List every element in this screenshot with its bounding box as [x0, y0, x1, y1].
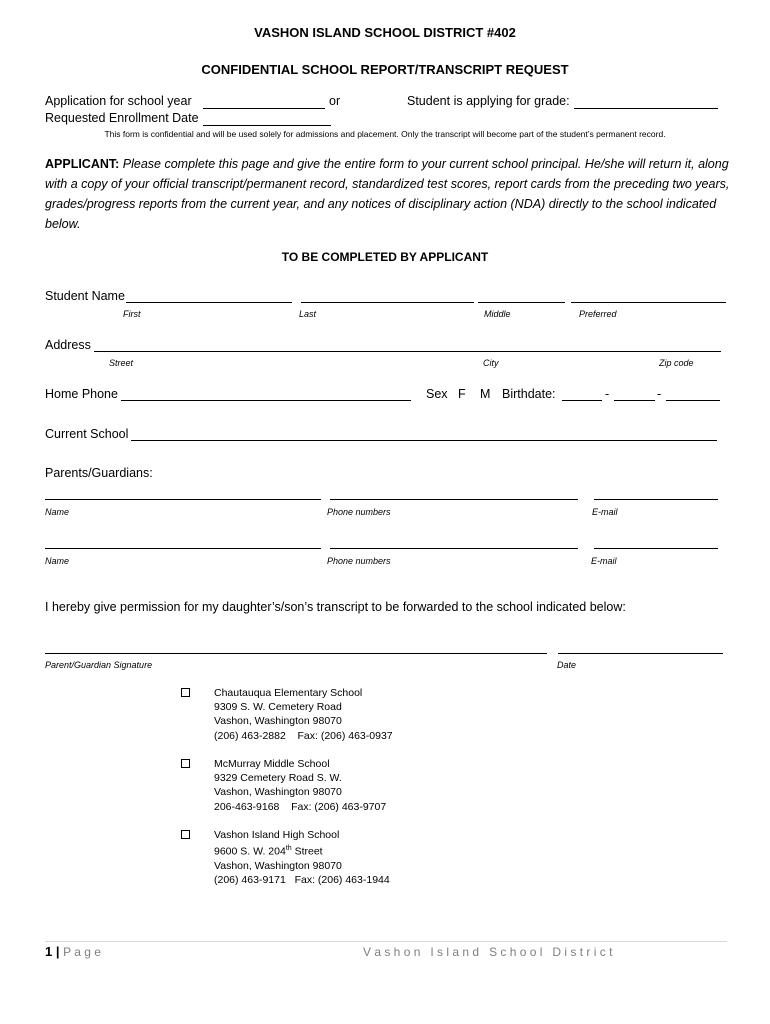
- parent-1-name-caption: Name: [45, 507, 70, 517]
- school-city: Vashon, Washington 98070: [214, 715, 342, 728]
- school-phone: 206-463-9168: [214, 800, 280, 813]
- school-street: 9329 Cemetery Road S. W.: [214, 772, 342, 785]
- address-label: Address: [45, 338, 91, 352]
- current-school-field[interactable]: [131, 440, 717, 441]
- birth-year-field[interactable]: [666, 400, 720, 401]
- home-phone-label: Home Phone: [45, 387, 118, 401]
- section-title: TO BE COMPLETED BY APPLICANT: [281, 250, 489, 264]
- parent-1-email-field[interactable]: [594, 499, 718, 500]
- preferred-caption: Preferred: [579, 309, 617, 319]
- school-name: Vashon Island High School: [214, 829, 340, 841]
- street-number: 9600 S. W. 204: [214, 845, 286, 858]
- footer-rule: [45, 941, 727, 942]
- application-year-field[interactable]: [203, 108, 325, 109]
- first-name-field[interactable]: [126, 302, 292, 303]
- grade-label: Student is applying for grade:: [407, 94, 570, 108]
- parent-2-name-field[interactable]: [45, 548, 321, 549]
- signature-date-field[interactable]: [558, 653, 723, 654]
- school-fax: Fax: (206) 463-1944: [294, 874, 390, 887]
- mcmurray-address: [214, 757, 386, 814]
- zip-caption: Zip code: [659, 358, 694, 368]
- current-school-label: Current School: [45, 427, 129, 441]
- school-phone: (206) 463-9171: [214, 874, 286, 887]
- school-name: Chautauqua Elementary School: [214, 687, 363, 699]
- vashon-high-checkbox[interactable]: [181, 830, 190, 839]
- address-field[interactable]: [94, 351, 721, 352]
- school-city: Vashon, Washington 98070: [214, 859, 342, 872]
- student-name-label: Student Name: [45, 289, 125, 303]
- school-contact: [214, 873, 390, 887]
- birth-day-field[interactable]: [614, 400, 655, 401]
- enrollment-date-label: Requested Enrollment Date: [45, 111, 199, 125]
- district-title: VASHON ISLAND SCHOOL DISTRICT #402: [254, 25, 516, 40]
- middle-name-field[interactable]: [478, 302, 565, 303]
- last-caption: Last: [299, 309, 317, 319]
- birthdate-dash-2: -: [657, 387, 662, 401]
- parent-1-phone-caption: Phone numbers: [327, 507, 391, 517]
- middle-caption: Middle: [484, 309, 511, 319]
- or-label: or: [329, 94, 341, 108]
- applicant-instructions: [45, 154, 735, 234]
- birthdate-dash-1: -: [605, 387, 610, 401]
- parent-1-phone-field[interactable]: [330, 499, 578, 500]
- page-separator: |: [55, 944, 60, 959]
- instructions-text: Please complete this page and give the entire form to your current school principal. He/she will return it, along with a copy of your official transcript/permanent record, standardized test scores, report cards from the preceding two years, grades/progress reports from the current year, and any notices of disciplinary action (NDA) directly to the school indicated below.: [45, 157, 730, 231]
- applicant-prefix: APPLICANT:: [45, 157, 120, 171]
- school-contact: [214, 800, 386, 814]
- grade-field[interactable]: [574, 108, 718, 109]
- page-word: P a g e: [63, 945, 101, 959]
- street-caption: Street: [109, 358, 134, 368]
- parent-2-email-caption: E-mail: [591, 556, 617, 566]
- parent-1-name-field[interactable]: [45, 499, 321, 500]
- school-street: 9309 S. W. Cemetery Road: [214, 701, 342, 714]
- sex-m-option[interactable]: M: [480, 387, 491, 401]
- chautauqua-checkbox[interactable]: [181, 688, 190, 697]
- parent-2-phone-field[interactable]: [330, 548, 578, 549]
- sex-f-option[interactable]: F: [458, 387, 466, 401]
- school-city: Vashon, Washington 98070: [214, 786, 342, 799]
- footer-district: V a s h o n I s l a n d S c h o o l D i s t r i c t: [363, 945, 613, 959]
- school-street: [214, 842, 390, 859]
- permission-statement: I hereby give permission for my daughter’s/son’s transcript to be forwarded to the school indicated below:: [45, 600, 626, 614]
- parents-label: Parents/Guardians:: [45, 466, 153, 480]
- school-contact: [214, 729, 393, 743]
- parent-2-email-field[interactable]: [594, 548, 718, 549]
- street-ordinal: th: [285, 845, 292, 853]
- date-caption: Date: [557, 660, 577, 670]
- birth-month-field[interactable]: [562, 400, 602, 401]
- confidential-note: This form is confidential and will be used solely for admissions and placement. Only the transcript will become part of the student’s permanent record.: [104, 129, 666, 139]
- application-year-label: Application for school year: [45, 94, 192, 108]
- parent-2-phone-caption: Phone numbers: [327, 556, 391, 566]
- sex-label: Sex: [426, 387, 448, 401]
- page-number: 1: [45, 944, 53, 959]
- school-fax: Fax: (206) 463-9707: [291, 800, 387, 813]
- city-caption: City: [483, 358, 499, 368]
- home-phone-field[interactable]: [121, 400, 411, 401]
- enrollment-date-field[interactable]: [203, 125, 331, 126]
- signature-field[interactable]: [45, 653, 547, 654]
- parent-1-email-caption: E-mail: [592, 507, 618, 517]
- school-phone: (206) 463-2882: [214, 729, 286, 742]
- page-indicator: [45, 944, 101, 959]
- mcmurray-checkbox[interactable]: [181, 759, 190, 768]
- preferred-name-field[interactable]: [571, 302, 726, 303]
- form-title: CONFIDENTIAL SCHOOL REPORT/TRANSCRIPT REQUEST: [201, 62, 569, 77]
- parent-2-name-caption: Name: [45, 556, 70, 566]
- last-name-field[interactable]: [301, 302, 474, 303]
- school-fax: Fax: (206) 463-0937: [297, 729, 393, 742]
- first-caption: First: [123, 309, 141, 319]
- signature-caption: Parent/Guardian Signature: [45, 660, 153, 670]
- street-suffix: Street: [291, 845, 323, 858]
- vashon-high-address: [214, 828, 390, 887]
- birthdate-label: Birthdate:: [502, 387, 556, 401]
- school-name: McMurray Middle School: [214, 758, 330, 770]
- chautauqua-address: [214, 686, 393, 743]
